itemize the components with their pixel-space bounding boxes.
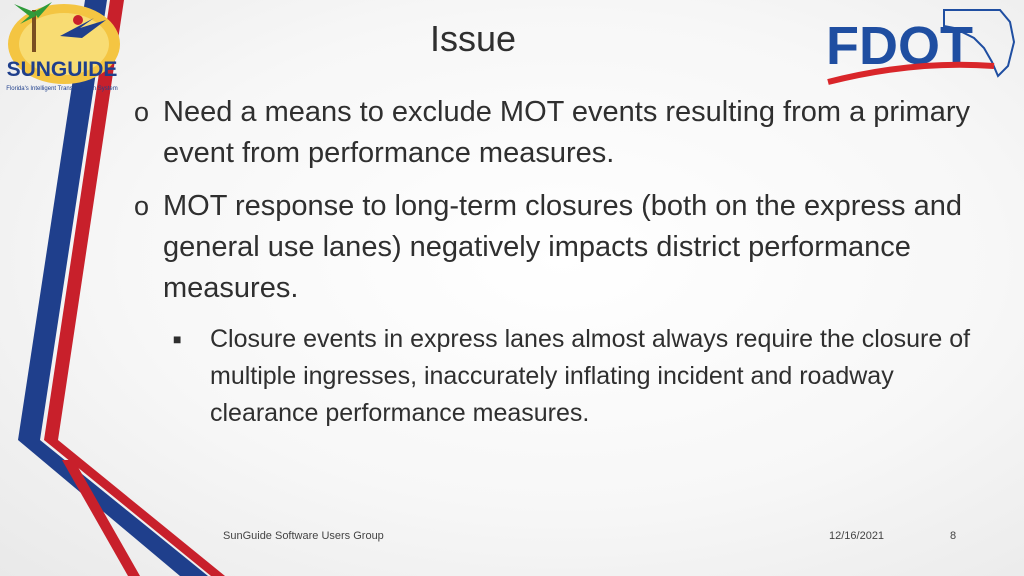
footer-date: 12/16/2021 — [829, 530, 885, 542]
bullet-item — [128, 92, 988, 174]
slide-content — [128, 92, 988, 432]
footer-text: SunGuide Software Users Group — [223, 530, 384, 542]
bullet-text: Need a means to exclude MOT events resulting from a primary event from performance measures. — [163, 96, 970, 169]
square-bullet-icon: ■ — [173, 331, 182, 347]
bullet-marker: o — [134, 97, 150, 127]
fdot-logo — [824, 2, 1020, 88]
sunguide-logo — [2, 0, 122, 100]
svg-text:FDOT: FDOT — [826, 16, 973, 76]
bullet-marker: o — [134, 191, 150, 221]
bullet-item — [128, 186, 988, 309]
svg-text:Florida's Intelligent Transpor: Florida's Intelligent Transportation System — [6, 86, 118, 92]
slide-title: Issue — [429, 18, 517, 59]
page-number: 8 — [950, 530, 957, 542]
bullet-text: MOT response to long-term closures (both on the express and general use lanes) negatively impacts district performance measures. — [163, 190, 962, 304]
blue-stripe-bottom — [18, 440, 208, 576]
sub-bullet-text: Closure events in express lanes almost always require the closure of multiple ingresses, inaccurately inflating incident and roadway clearance performance measures. — [210, 325, 971, 427]
svg-text:SUNGUIDE: SUNGUIDE — [6, 58, 118, 81]
sub-bullet-item — [128, 321, 988, 432]
